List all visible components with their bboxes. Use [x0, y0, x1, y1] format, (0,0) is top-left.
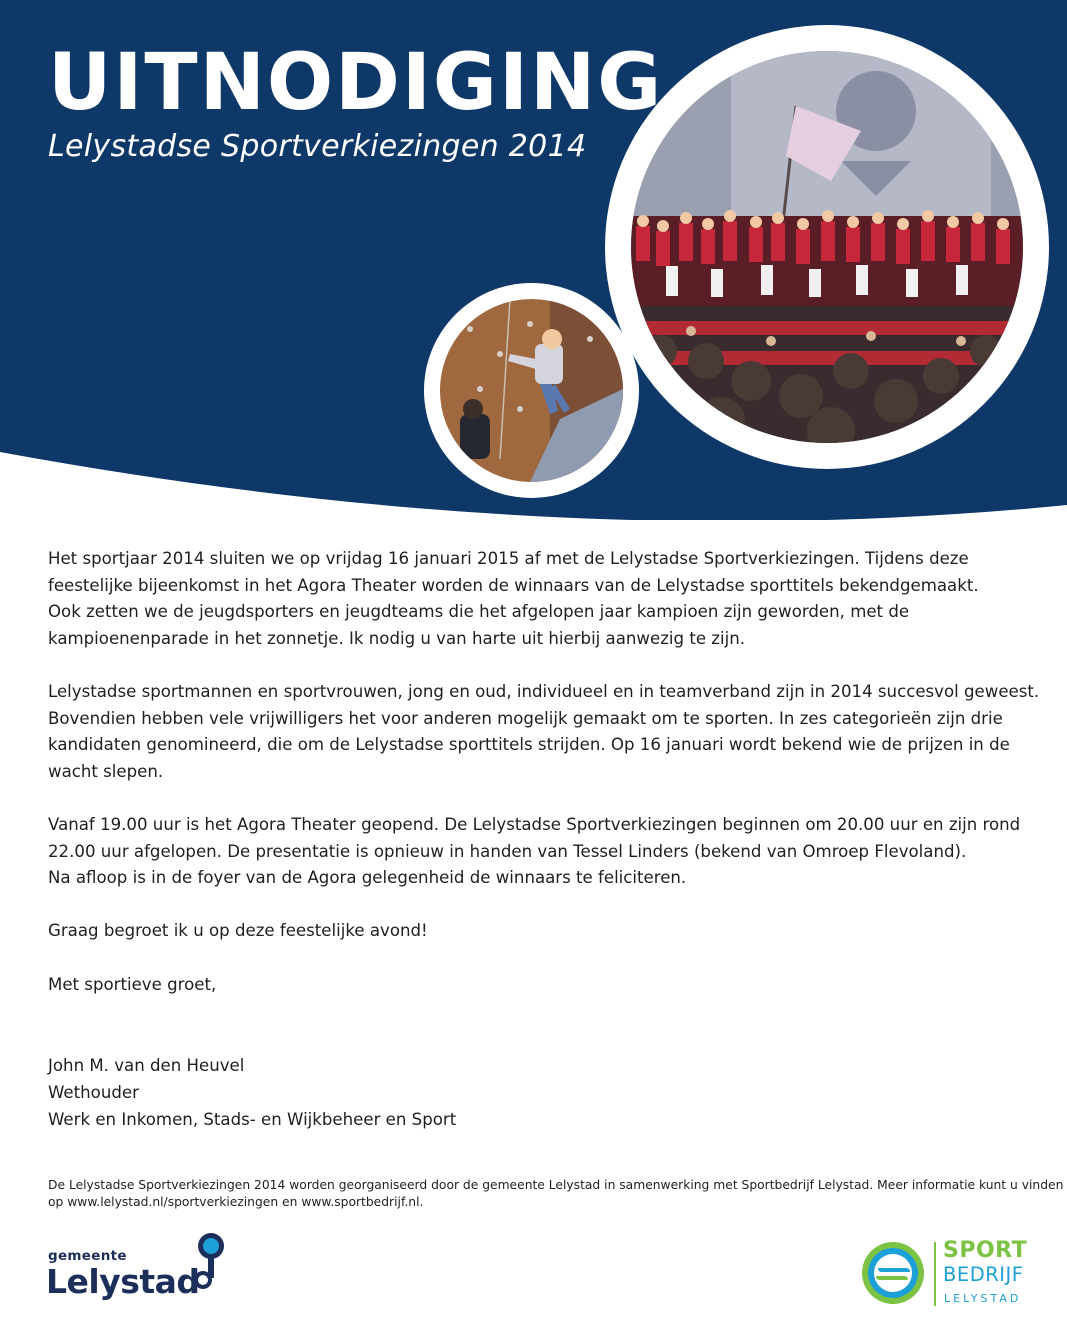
- climbing-image: [440, 299, 623, 482]
- closing-greeting: Graag begroet ik u op deze feestelijke avond!: [48, 921, 428, 941]
- letter-body: [48, 546, 1040, 998]
- ceremony-image: [631, 51, 1023, 443]
- lelystad-emblem-icon: [194, 1230, 228, 1290]
- closing-salutation: Met sportieve groet,: [48, 974, 217, 994]
- logo-lelystad-subtext: LELYSTAD: [944, 1292, 1022, 1305]
- text-line: Bovendien hebben vele vrijwilligers het voor anderen mogelijk gemaakt om te sporten. In zes categorieën zijn drie: [48, 708, 1003, 728]
- text-line: feestelijke bijeenkomst in het Agora Theater worden de winnaars van de Lelystadse sporttitels bekendgemaakt.: [48, 575, 979, 595]
- text-line: Vanaf 19.00 uur is het Agora Theater geopend. De Lelystadse Sportverkiezingen beginnen om 20.00 uur en zijn rond: [48, 814, 1021, 834]
- gemeente-lelystad-logo: [46, 1228, 226, 1303]
- climbing-photo: [424, 283, 639, 498]
- text-line: kandidaten genomineerd, die om de Lelystadse sporttitels strijden. Op 16 januari wordt bekend wie de prijzen in de: [48, 735, 1010, 755]
- ceremony-photo: [605, 25, 1049, 469]
- paragraph-nominees: [48, 679, 1040, 785]
- text-line: wacht slepen.: [48, 761, 164, 781]
- signatory-role: Wethouder: [48, 1082, 139, 1102]
- page-title: UITNODIGING: [48, 38, 664, 128]
- signatory-name: John M. van den Heuvel: [48, 1056, 245, 1075]
- footnote: [48, 1177, 1064, 1211]
- sportbedrijf-logo: [860, 1238, 1030, 1310]
- paragraph-intro: [48, 546, 1023, 652]
- logo-divider: [934, 1242, 936, 1306]
- text-line: Het sportjaar 2014 sluiten we op vrijdag 16 januari 2015 af met de Lelystadse Sportverkiezingen. Tijdens deze: [48, 549, 969, 568]
- logo-gemeente-text: gemeente: [48, 1248, 127, 1264]
- text-line: Na afloop is in de foyer van de Agora gelegenheid de winnaars te feliciteren.: [48, 868, 687, 888]
- text-line: Lelystadse sportmannen en sportvrouwen, jong en oud, individueel en in teamverband zijn in 2014 succesvol geweest.: [48, 681, 1040, 701]
- sportbedrijf-emblem-icon: [860, 1240, 926, 1306]
- page-subtitle: Lelystadse Sportverkiezingen 2014: [48, 129, 587, 164]
- signature-block: [48, 1053, 456, 1133]
- signatory-portfolio: Werk en Inkomen, Stads- en Wijkbeheer en Sport: [48, 1109, 457, 1129]
- logo-bedrijf-text: BEDRIJF: [943, 1263, 1024, 1286]
- logo-sport-text: SPORT: [943, 1238, 1028, 1263]
- text-line: kampioenenparade in het zonnetje. Ik nodig u van harte uit hierbij aanwezig te zijn.: [48, 628, 746, 648]
- text-line: Ook zetten we de jeugdsporters en jeugdteams die het afgelopen jaar kampioen zijn geworden, met de: [48, 602, 910, 622]
- footnote-line: op www.lelystad.nl/sportverkiezingen en www.sportbedrijf.nl.: [48, 1195, 424, 1209]
- footnote-line: De Lelystadse Sportverkiezingen 2014 worden georganiseerd door de gemeente Lelystad in samenwerking met Sportbedrijf Lelystad. Meer informatie kunt u vinden: [48, 1178, 1064, 1192]
- paragraph-schedule: [48, 812, 1023, 892]
- logo-lelystad-text: Lelystad: [46, 1262, 200, 1301]
- text-line: 22.00 uur afgelopen. De presentatie is opnieuw in handen van Tessel Linders (bekend van Omroep Flevoland).: [48, 841, 967, 861]
